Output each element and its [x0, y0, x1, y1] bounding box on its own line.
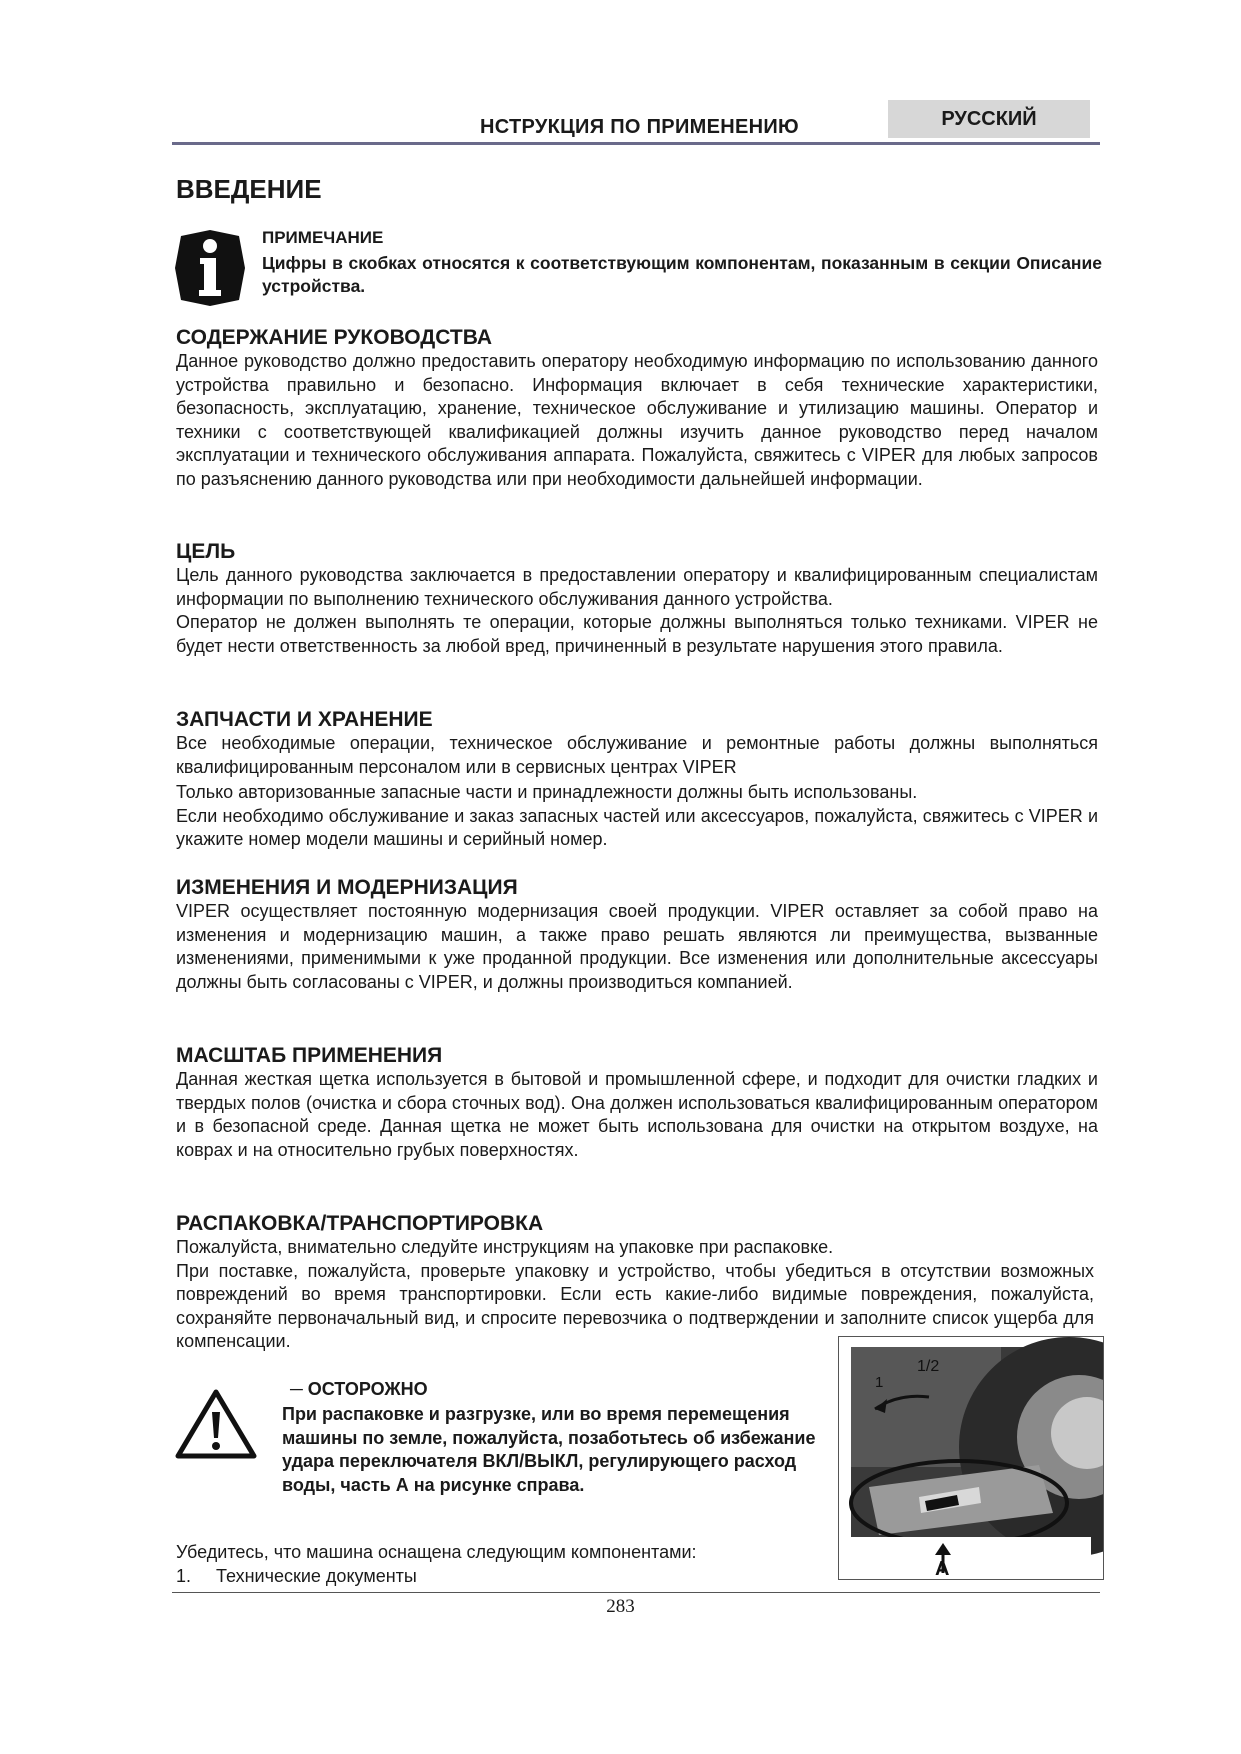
section-paragraph: Все необходимые операции, техническое обслуживание и ремонтные работы должны выполняться квалифицированным персоналом или в сервисных центрах VIPER	[176, 733, 1098, 777]
section-paragraph: Цель данного руководства заключается в предоставлении оператору и квалифицированным специалистам информации по выполнению технического обслуживания данного устройства.	[176, 565, 1098, 609]
note-text: Цифры в скобках относятся к соответствующим компонентам, показанным в секции Описание устройства.	[262, 253, 1102, 296]
components-intro: Убедитесь, что машина оснащена следующим компонентами:	[176, 1542, 697, 1562]
caution-title: ─ ОСТОРОЖНО	[290, 1379, 428, 1399]
section-purpose	[176, 540, 1098, 658]
section-manual-contents	[176, 326, 1098, 491]
section-title: ЗАПЧАСТИ И ХРАНЕНИЕ	[176, 708, 433, 731]
water-switch-photo	[838, 1336, 1104, 1580]
warning-triangle-icon	[175, 1388, 257, 1460]
section-modifications	[176, 876, 1098, 994]
section-paragraph: Пожалуйста, внимательно следуйте инструкциям на упаковке при распаковке.	[176, 1237, 834, 1257]
section-title: ЦЕЛЬ	[176, 540, 236, 563]
list-item-text: Технические документы	[216, 1566, 417, 1586]
language-badge: РУССКИЙ	[888, 100, 1090, 138]
section-title: ИЗМЕНЕНИЯ И МОДЕРНИЗАЦИЯ	[176, 876, 518, 899]
section-unpacking	[176, 1212, 1098, 1354]
section-scope	[176, 1044, 1098, 1162]
figure-label-1: 1	[875, 1374, 884, 1391]
list-item	[176, 1566, 417, 1587]
section-parts-storage	[176, 708, 1098, 852]
page-number: 283	[606, 1596, 635, 1617]
caution-text: При распаковке и разгрузке, или во время перемещения машины по земле, пожалуйста, позаботьтесь об избежание удара переключателя ВКЛ/ВЫКЛ, регулирующего расход воды, часть А на рисунке справа.	[282, 1404, 816, 1495]
section-title: МАСШТАБ ПРИМЕНЕНИЯ	[176, 1044, 443, 1067]
section-paragraph: Данная жесткая щетка используется в бытовой и промышленной сфере, и подходит для очистки гладких и твердых полов (очистка и сбора сточных вод). Она должен использоваться квалифицированным оператором и в безопасной среде. Данная щетка не может быть использована для очистки на открытом воздухе, на коврах и на относительно грубых поверхностях.	[176, 1069, 1098, 1160]
section-title: СОДЕРЖАНИЕ РУКОВОДСТВА	[176, 326, 493, 349]
header-title: НСТРУКЦИЯ ПО ПРИМЕНЕНИЮ	[480, 116, 799, 138]
section-paragraph: Только авторизованные запасные части и принадлежности должны быть использованы.	[176, 782, 918, 802]
header-divider	[172, 142, 1100, 145]
section-paragraph: Оператор не должен выполнять те операции, которые должны выполняться только техниками. VIPER не будет нести ответственность за любой вред, причиненный в результате нарушения этого правила.	[176, 612, 1098, 656]
note-title: ПРИМЕЧАНИЕ	[262, 228, 384, 247]
footer-divider	[172, 1592, 1100, 1593]
section-title: РАСПАКОВКА/ТРАНСПОРТИРОВКА	[176, 1212, 544, 1235]
figure-label-a: A	[935, 1558, 950, 1580]
section-paragraph: При поставке, пожалуйста, проверьте упаковку и устройство, чтобы убедиться в отсутствии возможных повреждений во время транспортировки. Если есть какие-либо видимые повреждения, пожалуйста, сохраняйте первоначальный вид, и спросите перевозчика о подтверждении и заполните список ущерба для компенсации.	[176, 1260, 1094, 1351]
section-paragraph: Данное руководство должно предоставить оператору необходимую информацию по использованию данного устройства правильно и безопасно. Информация включает в себя технические характеристики, безопасность, эксплуатацию, хранение, техническое обслуживание и утилизацию машины. Оператор и техники с соответствующей квалификацией должны изучить данное руководство перед началом эксплуатации и технического обслуживания аппарата. Пожалуйста, свяжитесь с VIPER для любых запросов по разъяснению данного руководства или при необходимости дальнейшей информации.	[176, 351, 1098, 489]
list-item-number: 1.	[176, 1566, 192, 1586]
section-paragraph: VIPER осуществляет постоянную модернизация своей продукции. VIPER оставляет за собой право на изменения и модернизацию машин, а также право решать являются ли преимущества, вызванные изменениями, применимыми к уже проданной продукции. Все изменения или дополнительные аксессуары должны быть согласованы с VIPER, и должны производиться компанией.	[176, 901, 1098, 992]
section-paragraph: Если необходимо обслуживание и заказ запасных частей или аксессуаров, пожалуйста, свяжитесь с VIPER и укажите номер модели машины и серийный номер.	[176, 805, 1098, 849]
info-icon	[173, 228, 247, 308]
page-title: ВВЕДЕНИЕ	[176, 174, 322, 204]
figure-label-half: 1/2	[917, 1358, 940, 1375]
